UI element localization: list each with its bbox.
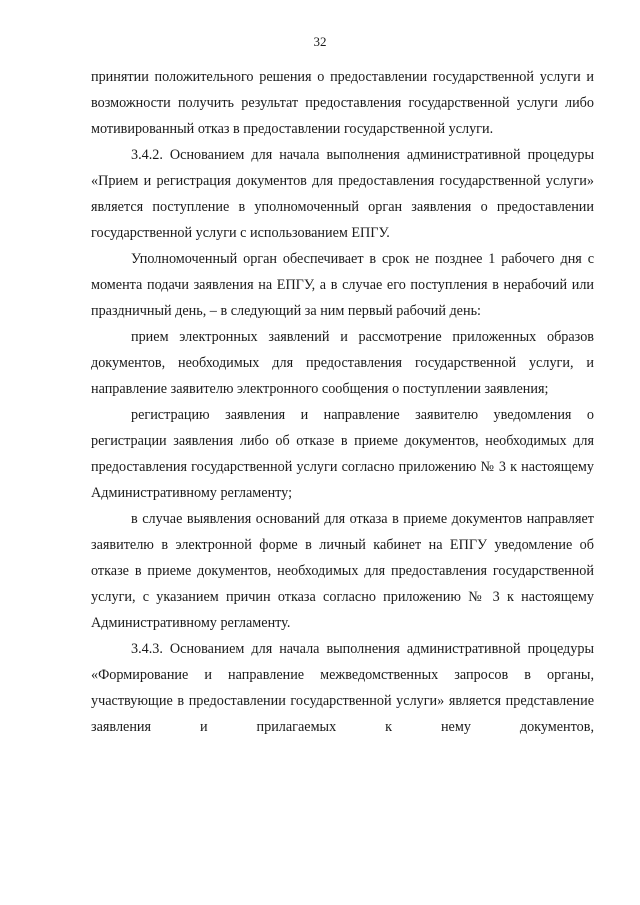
paragraph-registration: регистрацию заявления и направление заявителю уведомления о регистрации заявления либо об отказе в приеме документов, необходимых для предоставления государственной услуги согласно приложению № 3 к настоящему Административному регламенту;: [91, 407, 594, 501]
paragraph-continuation: принятии положительного решения о предоставлении государственной услуги и возможности получить результат предоставления государственной услуги либо мотивированный отказ в предоставлении государственной услуги.: [91, 69, 594, 137]
paragraph-3-4-2: 3.4.2. Основанием для начала выполнения административной процедуры «Прием и регистрация документов для предоставления государственной услуги» является поступление в уполномоченный орган заявления о предоставлении государственной услуги с использованием ЕПГУ.: [91, 147, 594, 241]
paragraph-3-4-3: 3.4.3. Основанием для начала выполнения административной процедуры «Формирование и направление межведомственных запросов в органы, участвующие в предоставлении государственной услуги» является представление заявления и прилагаемых к нему документов,: [91, 641, 594, 735]
paragraph-authority-deadline: Уполномоченный орган обеспечивает в срок не позднее 1 рабочего дня с момента подачи заявления на ЕПГУ, а в случае его поступления в нерабочий или праздничный день, – в следующий за ним первый рабочий день:: [91, 251, 594, 319]
page-number: 32: [313, 34, 327, 49]
paragraph-reception: прием электронных заявлений и рассмотрение приложенных образов документов, необходимых для предоставления государственной услуги, и направление заявителю электронного сообщения о поступлении заявления;: [91, 329, 594, 397]
paragraph-refusal: в случае выявления оснований для отказа в приеме документов направляет заявителю в электронной форме в личный кабинет на ЕПГУ уведомление об отказе в приеме документов, необходимых для предоставления государственной услуги, с указанием причин отказа согласно приложению № 3 к настоящему Административному регламенту.: [91, 511, 594, 631]
document-body: [91, 64, 594, 740]
